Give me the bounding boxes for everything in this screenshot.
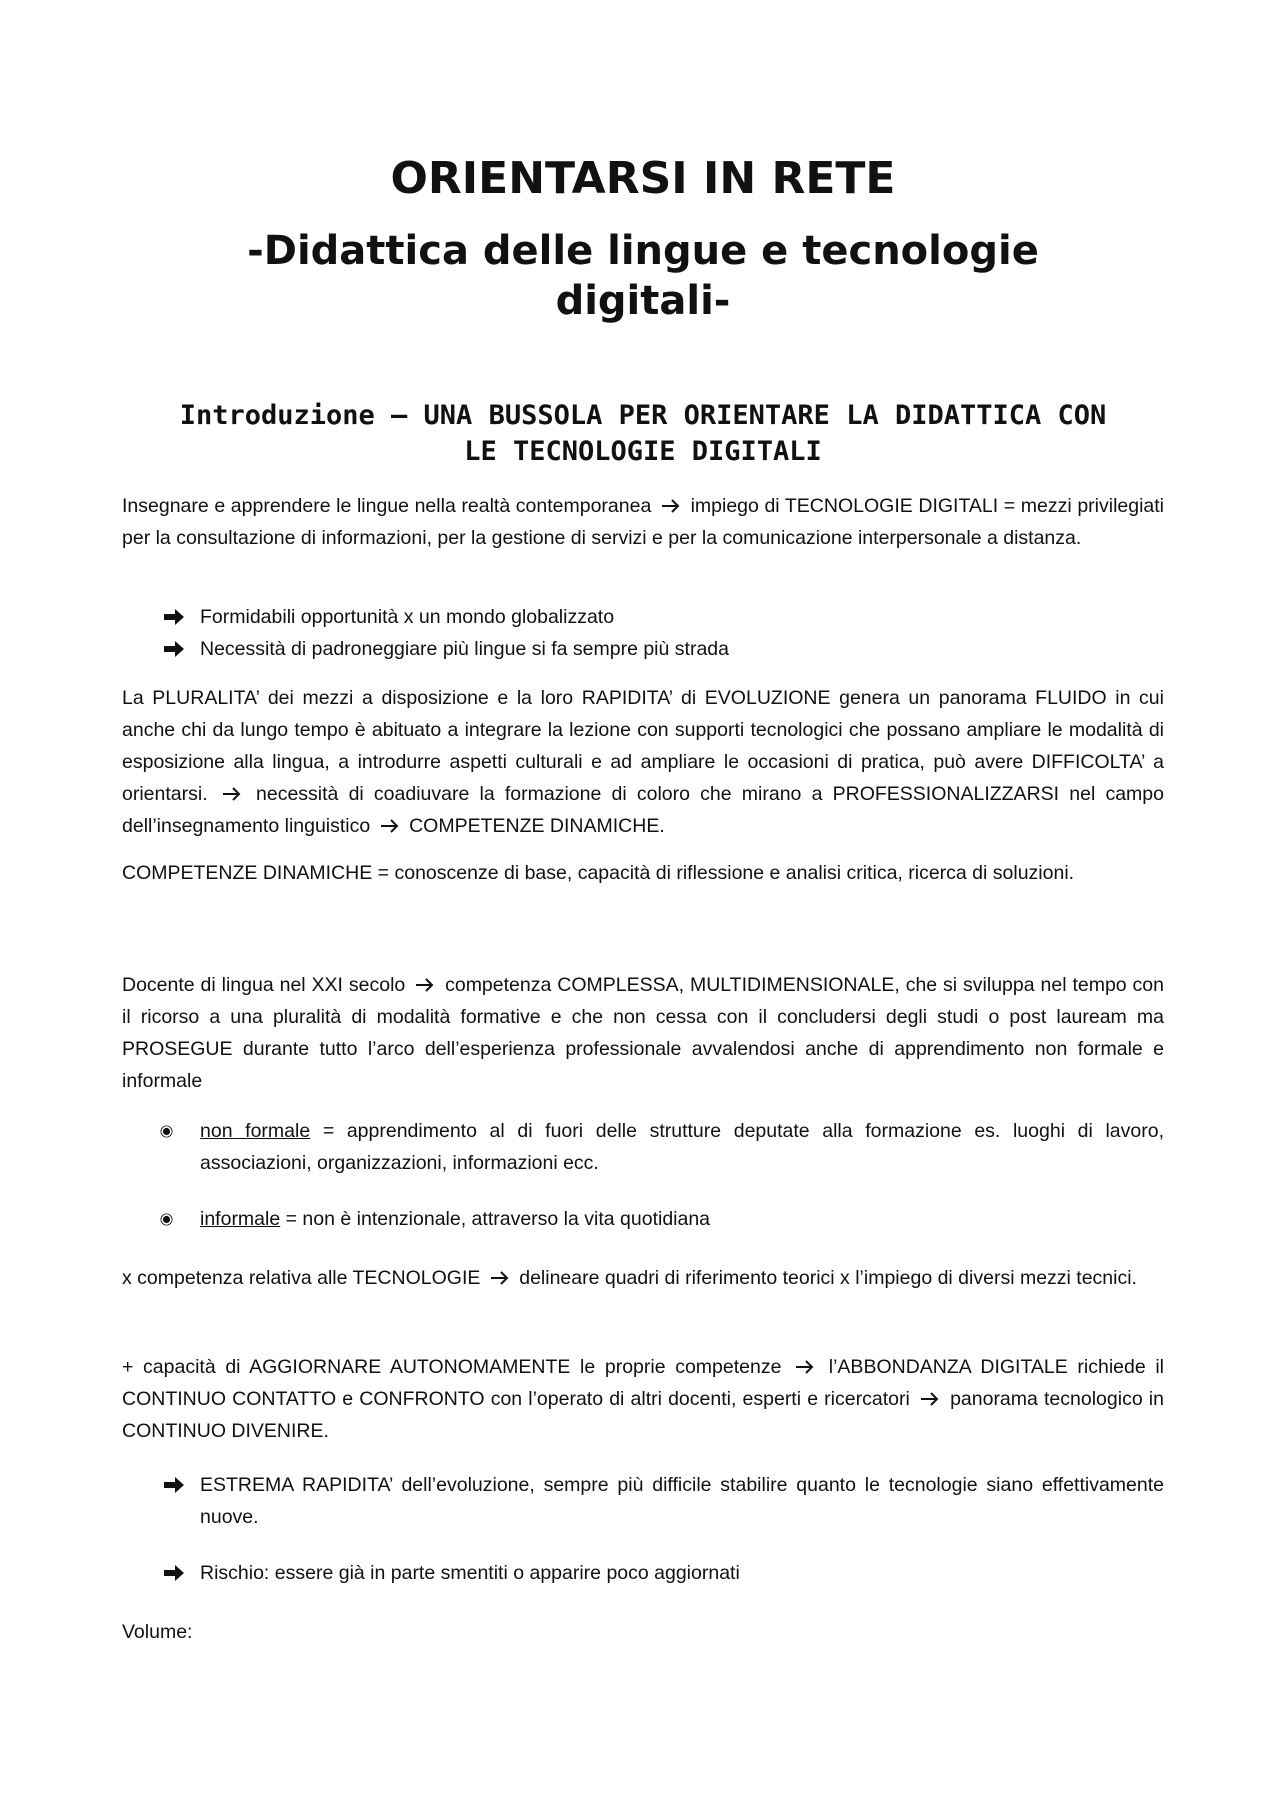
thin-arrow-right-icon	[660, 497, 682, 515]
paragraph-5-part-a: x competenza relativa alle TECNOLOGIE	[122, 1267, 481, 1289]
list-item-text: ESTREMA RAPIDITA’ dell’evoluzione, sempre più difficile stabilire quanto le tecnologie siano effettivamente nuove.	[200, 1474, 1164, 1528]
intro-heading-line-2: LE TECNOLOGIE DIGITALI	[464, 436, 822, 467]
thin-arrow-right-icon	[379, 817, 401, 835]
list-item-text: Necessità di padroneggiare più lingue si fa sempre più strada	[200, 638, 729, 660]
bullet-list-2	[122, 1203, 1164, 1235]
document-title: ORIENTARSI IN RETE	[390, 153, 896, 204]
thin-arrow-right-icon	[919, 1390, 941, 1408]
document-subtitle	[122, 226, 1164, 326]
thin-arrow-right-icon	[221, 785, 243, 803]
paragraph-4	[122, 969, 1164, 1097]
arrow-list-1	[122, 601, 1164, 665]
paragraph-6-part-b: l’ABBONDANZA DIGITALE richiede il CONTINUO CONTATTO e CONFRONTO con l’operato di altri docenti, esperti e ricercatori	[122, 1356, 1165, 1410]
bold-arrow-right-icon	[162, 633, 186, 665]
thin-arrow-right-icon	[414, 976, 436, 994]
thin-arrow-right-icon	[489, 1269, 511, 1287]
bullet-list-1	[122, 1115, 1164, 1179]
paragraph-5	[122, 1262, 1164, 1294]
paragraph-2	[122, 682, 1164, 842]
paragraph-2-part-c: COMPETENZE DINAMICHE.	[409, 815, 665, 837]
bullet-term-informale: informale	[200, 1208, 281, 1230]
paragraph-6-part-c: panorama tecnologico in CONTINUO DIVENIRE.	[122, 1388, 1164, 1442]
bullet-term-non-formale: non formale	[200, 1120, 311, 1142]
bullet-dot-icon	[163, 1128, 170, 1135]
subtitle-line-1: -Didattica delle lingue e tecnologie	[247, 228, 1039, 274]
list-item	[122, 1115, 1164, 1179]
bullet-definition: = non è intenzionale, attraverso la vita quotidiana	[280, 1208, 711, 1230]
paragraph-2-part-b: necessità di coadiuvare la formazione di coloro che mirano a PROFESSIONALIZZARSI nel campo dell’insegnamento linguistico	[122, 783, 1164, 837]
paragraph-1-part-a: Insegnare e apprendere le lingue nella realtà contemporanea	[122, 495, 652, 517]
bold-arrow-right-icon	[162, 601, 186, 633]
paragraph-4-part-b: competenza COMPLESSA, MULTIDIMENSIONALE, che si sviluppa nel tempo con il ricorso a una pluralità di modalità formative e che non cessa con il concludersi degli studi o post lauream ma PROSEGUE durante tutto l’arco dell’esperienza professionale avvalendosi anche di apprendimento non formale e informale	[122, 974, 1164, 1092]
list-item	[122, 1203, 1164, 1235]
bullet-definition: = apprendimento al di fuori delle strutture deputate alla formazione es. luoghi di lavoro, associazioni, organizzazioni, informazioni ecc.	[200, 1120, 1164, 1174]
list-item	[122, 1469, 1164, 1533]
paragraph-3: COMPETENZE DINAMICHE = conoscenze di base, capacità di riflessione e analisi critica, ricerca di soluzioni.	[122, 862, 1075, 884]
bullet-dot-icon	[163, 1216, 170, 1223]
intro-heading-line-1: Introduzione – UNA BUSSOLA PER ORIENTARE LA DIDATTICA CON	[179, 400, 1107, 431]
list-item	[122, 601, 1164, 633]
list-item	[122, 633, 1164, 665]
list-item	[122, 1557, 1164, 1589]
paragraph-1	[122, 490, 1164, 554]
thin-arrow-right-icon	[794, 1358, 816, 1376]
bold-arrow-right-icon	[162, 1469, 186, 1501]
list-item-text: Formidabili opportunità x un mondo globalizzato	[200, 606, 615, 628]
arrow-list-2	[122, 1469, 1164, 1533]
intro-heading	[122, 398, 1164, 470]
paragraph-6-part-a: + capacità di AGGIORNARE AUTONOMAMENTE le proprie competenze	[122, 1356, 782, 1378]
arrow-list-3	[122, 1557, 1164, 1589]
paragraph-5-part-b: delineare quadri di riferimento teorici x l’impiego di diversi mezzi tecnici.	[519, 1267, 1137, 1289]
paragraph-2-part-a: La PLURALITA’ dei mezzi a disposizione e la loro RAPIDITA’ di EVOLUZIONE genera un panorama FLUIDO in cui anche chi da lungo tempo è abituato a integrare la lezione con supporti tecnologici che possano ampliare le modalità di esposizione alla lingua, a introdurre aspetti culturali e ad ampliare le occasioni di pratica, può avere DIFFICOLTA’ a orientarsi.	[122, 687, 1164, 805]
subtitle-line-2: digitali-	[555, 278, 731, 324]
bold-arrow-right-icon	[162, 1557, 186, 1589]
volume-label: Volume:	[122, 1621, 193, 1643]
paragraph-1-part-b: impiego di TECNOLOGIE DIGITALI = mezzi privilegiati per la consultazione di informazioni, per la gestione di servizi e per la comunicazione interpersonale a distanza.	[122, 495, 1165, 549]
paragraph-6	[122, 1351, 1164, 1447]
list-item-text: Rischio: essere già in parte smentiti o apparire poco aggiornati	[200, 1562, 740, 1584]
paragraph-4-part-a: Docente di lingua nel XXI secolo	[122, 974, 406, 996]
